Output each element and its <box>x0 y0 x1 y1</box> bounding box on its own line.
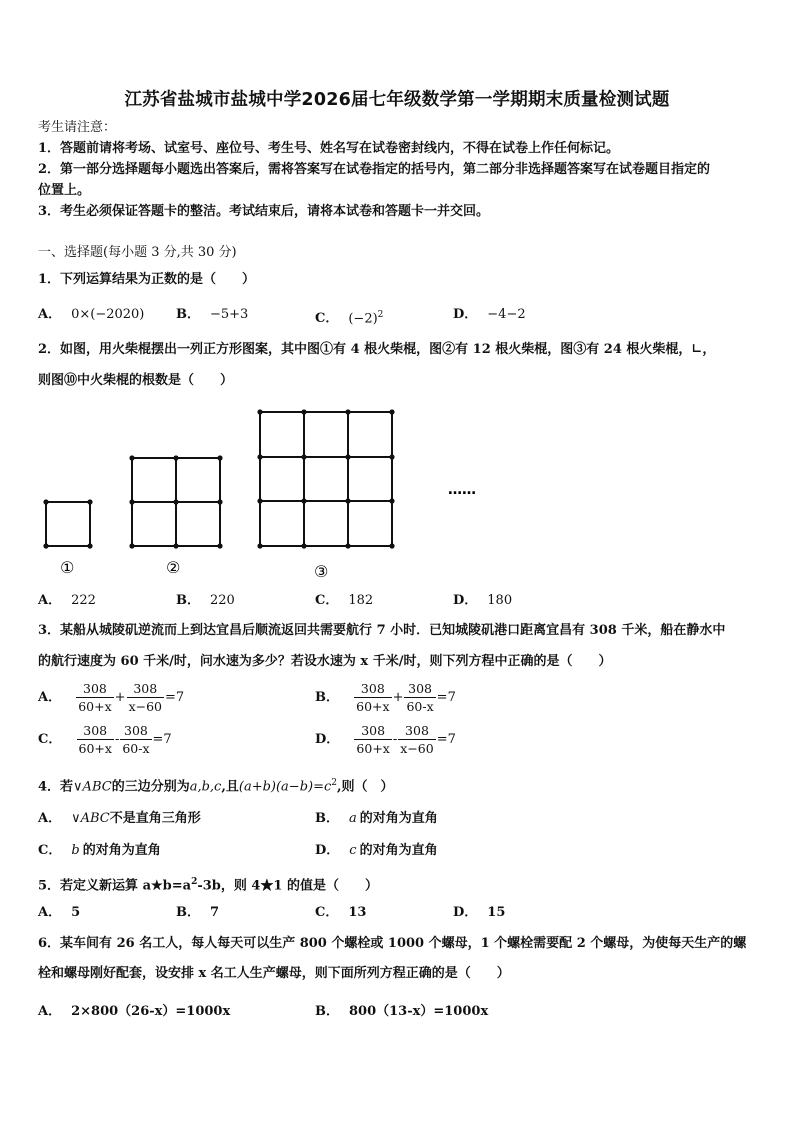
option-text: 220 <box>210 593 235 608</box>
fraction-1: $\frac{308}{60+x}$ <box>356 681 390 714</box>
q2-stem-line2: 则图⑩中火柴棍的根数是（ ） <box>38 373 234 388</box>
option-label: D． <box>315 732 340 747</box>
option-text: −5+3 <box>210 307 249 322</box>
fraction-2: $\frac{308}{x-60}$ <box>128 681 163 714</box>
q4-stem: 4．若∨ABC的三边分别为a,b,c,且$(a+b)(a-b)=c^2$,则（ ） <box>38 778 394 795</box>
fraction-1: $\frac{308}{60+x}$ <box>78 723 112 756</box>
option-text: −4−2 <box>487 307 526 322</box>
q3-stem-line1: 3．某船从城陵矶逆流而上到达宜昌后顺流返回共需要航行 7 小时．已知城陵矶港口距离宜昌有 308 千米，船在静水中 <box>38 623 726 638</box>
q4-option-c[interactable]: C． b 的对角为直角 <box>38 843 161 858</box>
option-text: 0×(−2020) <box>71 307 145 322</box>
q5-option-b[interactable] <box>176 902 219 924</box>
option-label: D． <box>453 905 478 920</box>
option-text: 800（13-x）=1000x <box>349 1004 489 1019</box>
option-text: 的对角为直角 <box>359 843 438 858</box>
notice-item-3: 3．考生必须保证答题卡的整洁。考试结束后，请将本试卷和答题卡一并交回。 <box>38 204 490 219</box>
option-label: A． <box>38 811 62 826</box>
figure-1-label: ① <box>60 558 75 577</box>
option-label: C． <box>315 311 339 327</box>
option-label: B． <box>315 690 339 705</box>
option-label: D． <box>315 843 340 858</box>
option-label: A． <box>38 593 62 608</box>
q2-stem-line1: 2．如图，用火柴棍摆出一列正方形图案，其中图①有 4 根火柴棍，图②有 12 根火柴棍，图③有 24 根火柴棍，∟， <box>38 342 716 357</box>
option-label: C． <box>315 593 339 608</box>
option-text: 5 <box>71 905 81 920</box>
q2-option-a[interactable] <box>38 590 96 612</box>
q3-option-a[interactable]: A． $\frac{308}{60+x}$ + $\frac{308}{x-60}$ =7 <box>38 681 185 714</box>
notice-heading: 考生请注意： <box>38 120 117 135</box>
figure-1-dots <box>43 499 92 548</box>
q4-option-d[interactable]: D． c 的对角为直角 <box>315 843 438 858</box>
option-text: 2×800（26-x）=1000x <box>71 1004 231 1019</box>
option-text: 180 <box>487 593 513 608</box>
q5-option-d[interactable] <box>453 902 505 924</box>
option-label: B． <box>176 307 200 322</box>
option-label: C． <box>38 843 62 858</box>
option-text: 15 <box>487 905 506 920</box>
q2-option-c[interactable] <box>315 590 373 612</box>
figure-ellipsis: …… <box>448 482 476 498</box>
option-text: 222 <box>71 593 96 608</box>
q5-option-c[interactable] <box>315 902 366 924</box>
option-label: A． <box>38 1004 62 1019</box>
fraction-1: $\frac{308}{60+x}$ <box>356 723 390 756</box>
fraction-2: $\frac{308}{60-x}$ <box>122 723 150 756</box>
q3-option-b[interactable]: B． $\frac{308}{60+x}$ + $\frac{308}{60-x}$ =7 <box>315 681 456 714</box>
q6-option-b[interactable] <box>315 1001 488 1023</box>
q3-option-d[interactable]: D． $\frac{308}{60+x}$ - $\frac{308}{x-60}$ =7 <box>315 723 456 756</box>
q1-option-b[interactable] <box>176 304 248 326</box>
q2-option-d[interactable] <box>453 590 512 612</box>
figure-3-grid <box>260 412 392 546</box>
option-text: 不是直角三角形 <box>109 811 201 826</box>
option-label: B． <box>315 1004 339 1019</box>
option-label: B． <box>176 905 200 920</box>
option-label: A． <box>38 307 62 322</box>
q2-option-b[interactable] <box>176 590 235 612</box>
option-text: 7 <box>210 905 220 920</box>
option-text: (−2) <box>348 311 378 327</box>
matchstick-squares-svg <box>38 402 498 582</box>
figure-3-label: ③ <box>314 562 329 581</box>
notice-item-1: 1．答题前请将考场、试室号、座位号、考生号、姓名写在试卷密封线内，不得在试卷上作任何标记。 <box>38 141 620 156</box>
option-text: 的对角为直角 <box>359 811 438 826</box>
q1-stem: 1．下列运算结果为正数的是（ ） <box>38 272 256 287</box>
fraction-1: $\frac{308}{60+x}$ <box>78 681 112 714</box>
q4-option-a[interactable]: A． ∨ABC不是直角三角形 <box>38 811 201 826</box>
option-text: 13 <box>348 905 367 920</box>
page-title: 江苏省盐城市盐城中学2026届七年级数学第一学期期末质量检测试题 <box>124 90 670 110</box>
figure-2-label: ② <box>166 558 181 577</box>
q1-option-d[interactable] <box>453 304 526 326</box>
q5-stem: 5．若定义新运算 $a★b=a^2-3b$，则 4★1 的值是（ ） <box>38 877 379 894</box>
option-label: D． <box>453 593 478 608</box>
section-heading: 一、选择题(每小题 3 分,共 30 分) <box>38 245 237 260</box>
option-text: 的对角为直角 <box>82 843 161 858</box>
option-label: A． <box>38 905 62 920</box>
q1-option-a[interactable] <box>38 304 144 326</box>
option-exponent: 2 <box>377 310 384 320</box>
q6-option-a[interactable] <box>38 1001 230 1023</box>
q5-option-a[interactable] <box>38 902 80 924</box>
fraction-2: $\frac{308}{x-60}$ <box>400 723 434 756</box>
q6-stem-line2: 栓和螺母刚好配套，设安排 x 名工人生产螺母，则下面所列方程正确的是（ ） <box>38 966 510 981</box>
q6-stem-line1: 6．某车间有 26 名工人，每人每天可以生产 800 个螺栓或 1000 个螺母，1 个螺栓需要配 2 个螺母，为使每天生产的螺 <box>38 936 747 951</box>
option-label: B． <box>176 593 200 608</box>
notice-item-2: 2．第一部分选择题每小题选出答案后，需将答案写在试卷指定的括号内，第二部分非选择题答案写在试卷题目指定的 <box>38 162 711 177</box>
option-label: A． <box>38 690 62 705</box>
option-label: C． <box>315 905 339 920</box>
matchstick-figure <box>38 402 498 582</box>
q3-stem-line2: 的航行速度为 60 千米/时，问水速为多少？若设水速为 x 千米/时，则下列方程中正确的是（ ） <box>38 654 612 669</box>
q1-option-c[interactable] <box>315 304 383 330</box>
option-label: B． <box>315 811 339 826</box>
option-label: D． <box>453 307 478 322</box>
notice-item-2-cont: 位置上。 <box>38 183 91 198</box>
q3-option-c[interactable]: C． $\frac{308}{60+x}$ - $\frac{308}{60-x}$ =7 <box>38 723 172 756</box>
option-label: C． <box>38 732 62 747</box>
fraction-2: $\frac{308}{60-x}$ <box>406 681 434 714</box>
q4-option-b[interactable]: B． a 的对角为直角 <box>315 811 438 826</box>
figure-3-dots <box>257 409 394 548</box>
option-text: 182 <box>348 593 374 608</box>
figure-1-grid <box>46 502 90 546</box>
